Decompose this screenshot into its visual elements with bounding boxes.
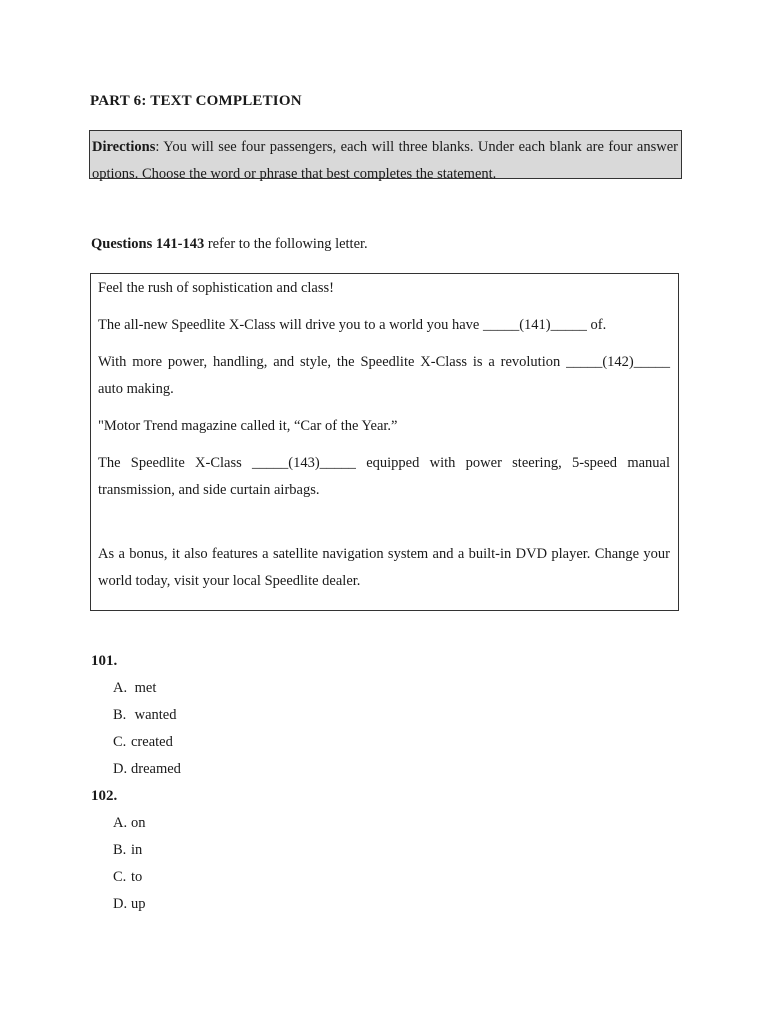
answer-option[interactable] xyxy=(113,675,181,702)
letter-paragraph: As a bonus, it also features a satellite navigation system and a built-in DVD player. Change your world today, visit your local Speedlite dealer. xyxy=(98,546,670,589)
answer-options-section xyxy=(91,648,181,918)
option-text: dreamed xyxy=(131,761,181,777)
answer-option[interactable] xyxy=(113,729,181,756)
answer-option[interactable] xyxy=(113,891,181,918)
answer-option[interactable] xyxy=(113,864,181,891)
option-letter: C. xyxy=(113,734,127,750)
option-text: to xyxy=(131,869,143,885)
option-letter: B. xyxy=(113,707,127,723)
section-title: PART 6: TEXT COMPLETION xyxy=(90,93,302,109)
letter-paragraph: With more power, handling, and style, the Speedlite X-Class is a revolution _____(142)_____ auto making. xyxy=(98,354,670,397)
letter-paragraph: Feel the rush of sophistication and class! xyxy=(98,280,334,296)
answer-option[interactable] xyxy=(113,756,181,783)
directions-label: Directions xyxy=(92,139,156,155)
directions-box xyxy=(89,130,682,182)
letter-paragraph: The all-new Speedlite X-Class will drive you to a world you have _____(141)_____ of. xyxy=(98,317,607,333)
letter-passage-box xyxy=(90,273,679,611)
option-letter: B. xyxy=(113,842,127,858)
option-text: up xyxy=(131,896,146,912)
question-reference xyxy=(91,236,368,253)
answer-option[interactable] xyxy=(113,837,181,864)
option-letter: D. xyxy=(113,896,128,912)
answer-option[interactable] xyxy=(113,702,181,729)
question-range: Questions 141-143 xyxy=(91,236,205,252)
letter-paragraph: The Speedlite X-Class _____(143)_____ equipped with power steering, 5-speed manual transmission, and side curtain airbags. xyxy=(98,455,670,498)
option-text: met xyxy=(134,680,157,696)
option-text: in xyxy=(131,842,143,858)
option-letter: A. xyxy=(113,680,128,696)
option-text: on xyxy=(131,815,146,831)
letter-paragraph: "Motor Trend magazine called it, “Car of the Year.” xyxy=(98,418,398,434)
option-letter: A. xyxy=(113,815,128,831)
question-number: 102. xyxy=(91,788,118,804)
option-text: wanted xyxy=(134,707,177,723)
question-number: 101. xyxy=(91,653,118,669)
option-letter: D. xyxy=(113,761,128,777)
answer-option[interactable] xyxy=(113,810,181,837)
option-letter: C. xyxy=(113,869,127,885)
directions-text: : You will see four passengers, each will three blanks. Under each blank are four answer options. Choose the word or phrase that best completes the statement. xyxy=(92,139,678,182)
option-text: created xyxy=(131,734,173,750)
question-reference-text: refer to the following letter. xyxy=(204,236,368,252)
